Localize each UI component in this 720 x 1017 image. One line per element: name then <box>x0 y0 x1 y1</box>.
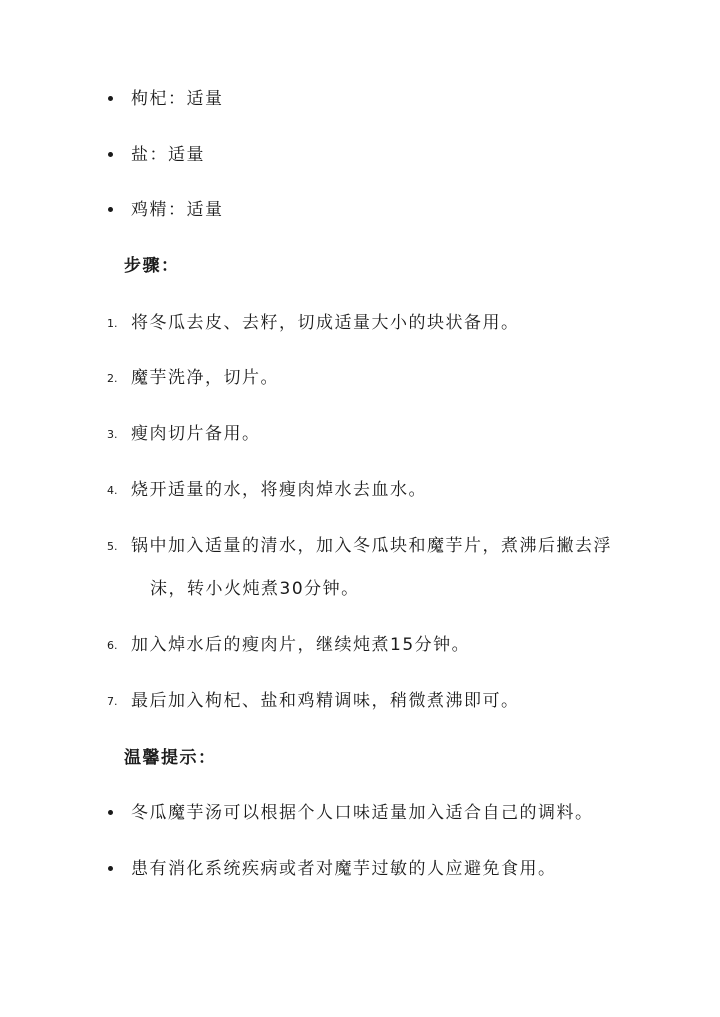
step-text: 锅中加入适量的清水，加入冬瓜块和魔芋片，煮沸后撇去浮 <box>131 536 612 556</box>
steps-heading: 步骤： <box>124 256 180 276</box>
step-number: 4. <box>107 484 118 497</box>
tip-text: 冬瓜魔芋汤可以根据个人口味适量加入适合自己的调料。 <box>131 803 594 823</box>
tips-heading: 温馨提示： <box>124 748 217 768</box>
step-number: 6. <box>107 639 118 652</box>
ingredient-text: 鸡精：适量 <box>131 200 224 220</box>
bullet-icon <box>108 810 113 815</box>
ingredient-text: 盐：适量 <box>131 145 205 165</box>
step-text: 烧开适量的水，将瘦肉焯水去血水。 <box>131 480 427 500</box>
bullet-icon <box>108 207 113 212</box>
step-number: 2. <box>107 372 118 385</box>
step-number: 7. <box>107 695 118 708</box>
bullet-icon <box>108 152 113 157</box>
step-number: 5. <box>107 540 118 553</box>
step-text: 加入焯水后的瘦肉片，继续炖煮15分钟。 <box>131 635 471 655</box>
bullet-icon <box>108 866 113 871</box>
step-text: 将冬瓜去皮、去籽，切成适量大小的块状备用。 <box>131 313 520 333</box>
step-number: 3. <box>107 428 118 441</box>
ingredient-text: 枸杞：适量 <box>131 89 224 109</box>
step-text: 瘦肉切片备用。 <box>131 424 261 444</box>
step-text: 最后加入枸杞、盐和鸡精调味，稍微煮沸即可。 <box>131 691 520 711</box>
bullet-icon <box>108 96 113 101</box>
step-text-continuation: 沫，转小火炖煮30分钟。 <box>150 579 360 599</box>
step-text: 魔芋洗净，切片。 <box>131 368 279 388</box>
step-number: 1. <box>107 317 118 330</box>
tip-text: 患有消化系统疾病或者对魔芋过敏的人应避免食用。 <box>131 859 557 879</box>
